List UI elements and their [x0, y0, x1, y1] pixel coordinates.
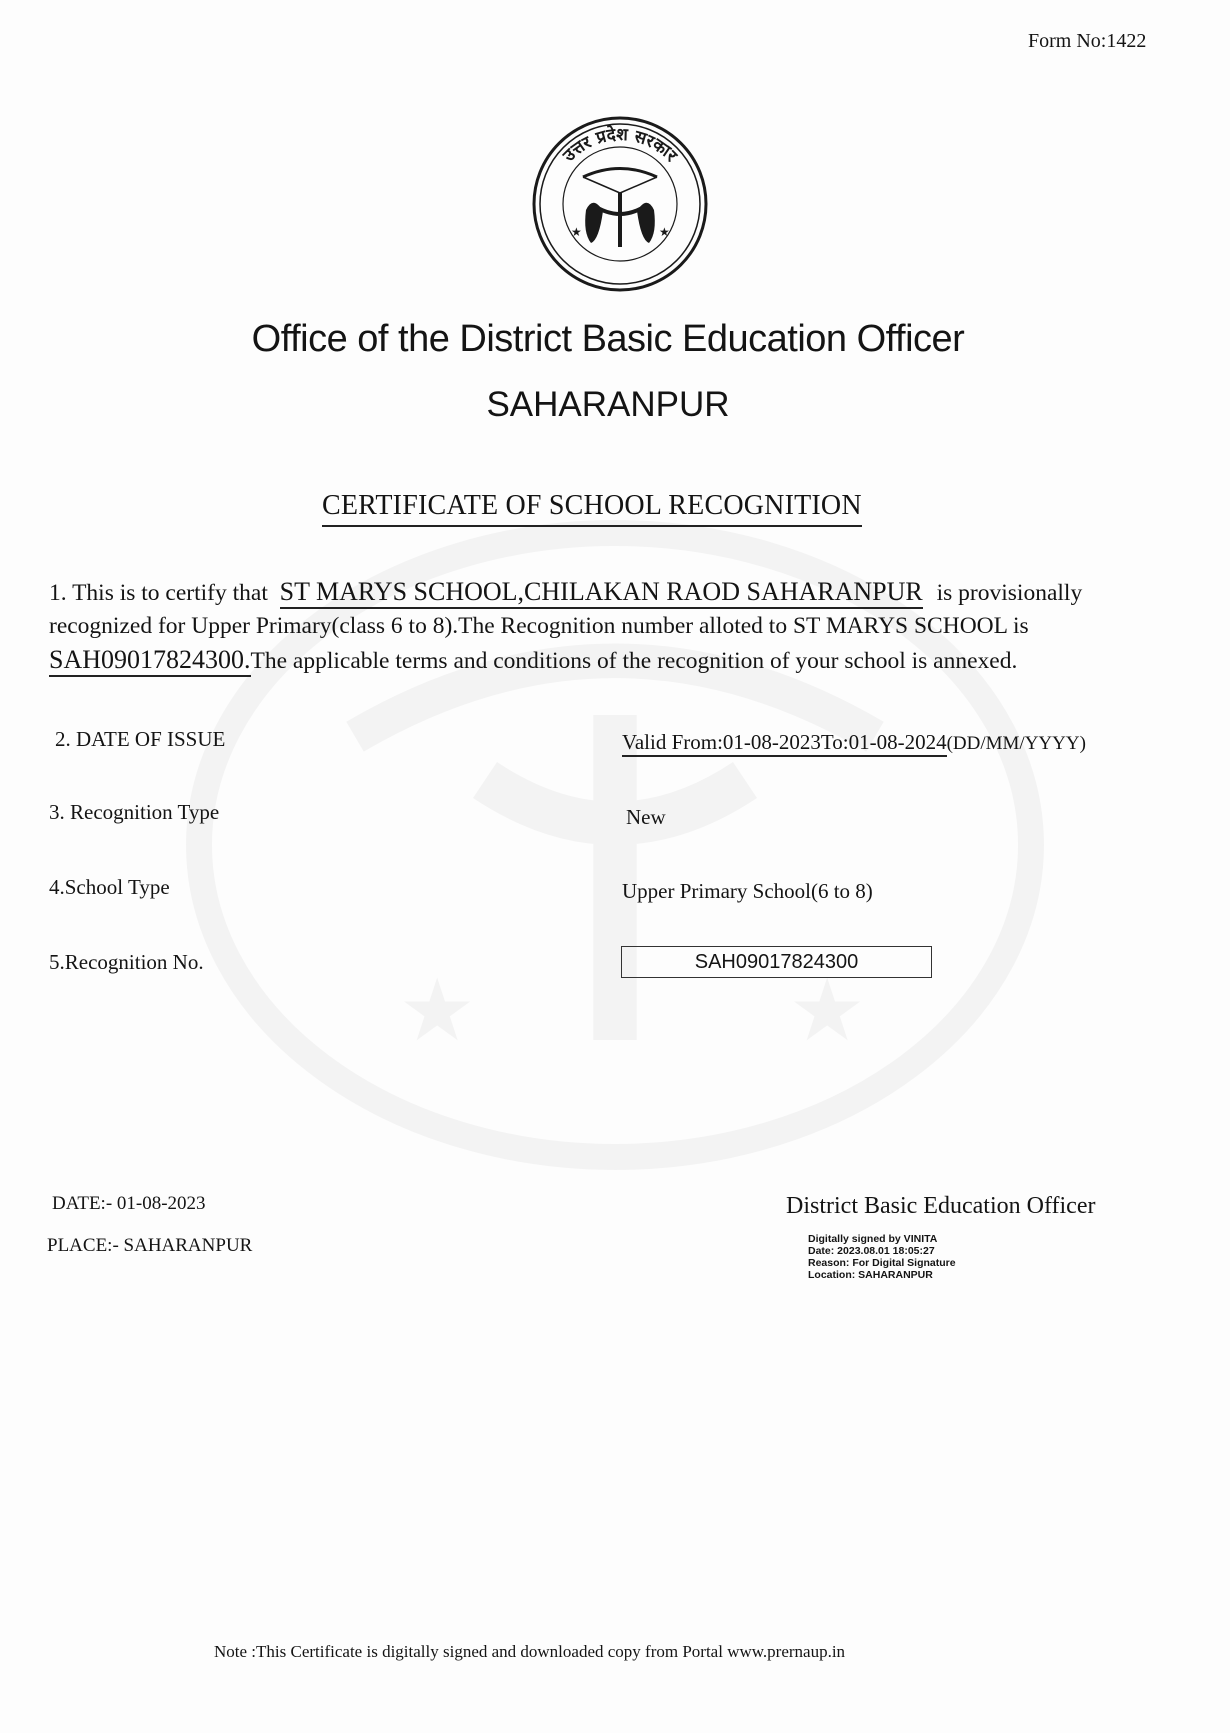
recognition-type-value: New: [626, 805, 666, 829]
up-government-emblem-icon: [531, 115, 709, 293]
office-title: Office of the District Basic Education Officer: [251, 318, 965, 360]
certificate-title: CERTIFICATE OF SCHOOL RECOGNITION: [322, 490, 862, 527]
form-number: Form No:1422: [1028, 30, 1147, 52]
svg-text:★: [398, 963, 476, 1059]
officer-title: District Basic Education Officer: [786, 1193, 1096, 1219]
signature-line-location: Location: SAHARANPUR: [808, 1269, 933, 1281]
validity-value: [622, 730, 1086, 755]
recognition-no-value: SAH09017824300: [694, 950, 859, 973]
paragraph-lead: This is to certify that: [72, 580, 268, 606]
issue-place: PLACE:- SAHARANPUR: [47, 1235, 253, 1256]
date-format: (DD/MM/YYYY): [946, 733, 1086, 754]
paragraph-line-2: recognized for Upper Primary(class 6 to 8).The Recognition number alloted to ST MARYS SCHOOL is: [49, 613, 1029, 639]
school-type-value: Upper Primary School(6 to 8): [622, 879, 873, 903]
issue-date: DATE:- 01-08-2023: [52, 1193, 206, 1214]
digital-signature: [808, 1233, 956, 1281]
office-city: SAHARANPUR: [486, 385, 730, 424]
recognition-type-label: 3. Recognition Type: [49, 800, 220, 824]
school-name: ST MARYS SCHOOL,CHILAKAN RAOD SAHARANPUR: [280, 577, 923, 609]
paragraph-line-3: [49, 645, 1017, 675]
footer-note: Note :This Certificate is digitally signed and downloaded copy from Portal www.prernaup.in: [214, 1642, 846, 1661]
recognition-number-inline: SAH09017824300.: [49, 645, 251, 677]
emblem-text: उत्तर प्रदेश सरकार: [559, 124, 681, 166]
paragraph-line-1: [49, 577, 1082, 607]
svg-text:★: ★: [571, 225, 582, 239]
svg-text:★: ★: [659, 225, 670, 239]
signature-line-reason: Reason: For Digital Signature: [808, 1257, 956, 1269]
validity-dates: Valid From:01-08-2023To:01-08-2024: [622, 730, 947, 757]
paragraph-tail: is provisionally: [936, 580, 1083, 606]
recognition-no-label: 5.Recognition No.: [49, 950, 204, 974]
recognition-no-box: [621, 946, 932, 978]
school-type-label: 4.School Type: [49, 875, 170, 899]
signature-line-signer: Digitally signed by VINITA: [808, 1233, 938, 1245]
paragraph-line-3-tail: The applicable terms and conditions of the recognition of your school is annexed.: [250, 648, 1018, 674]
signature-line-date: Date: 2023.08.01 18:05:27: [808, 1245, 935, 1257]
date-of-issue-label: 2. DATE OF ISSUE: [55, 727, 226, 751]
paragraph-number: 1.: [49, 580, 67, 606]
